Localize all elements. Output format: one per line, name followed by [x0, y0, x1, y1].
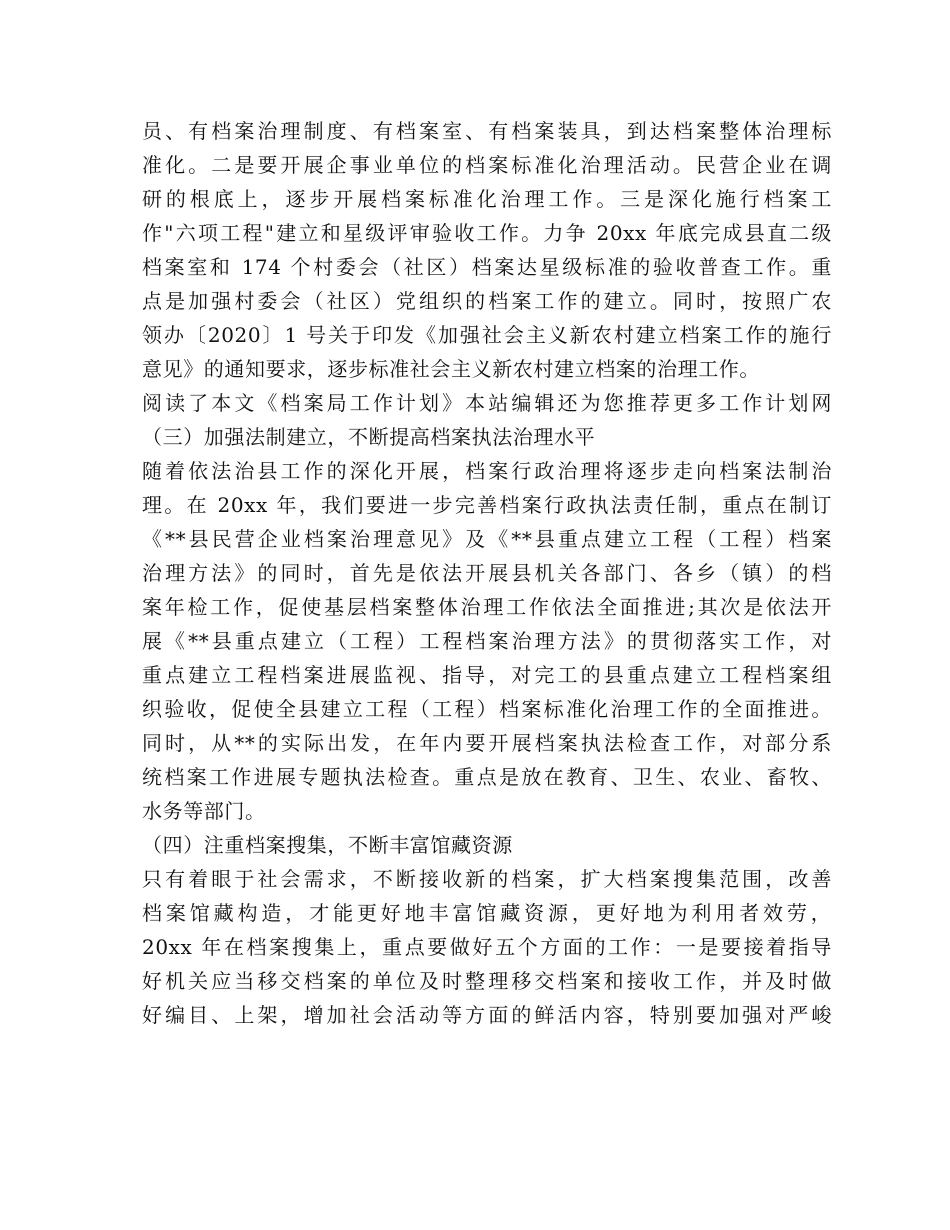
text-line: 同时，从**的实际出发，在年内要开展档案执法检查工作，对部分系 — [142, 731, 832, 755]
section-heading-4: （四）注重档案搜集，不断丰富馆藏资源 — [142, 833, 513, 857]
text-line: 意见》的通知要求，逐步标准社会主义新农村建立档案的治理工作。 — [142, 357, 760, 381]
text-line: 好编目、上架，增加社会活动等方面的鲜活内容，特别要加强对严峻 — [142, 1003, 832, 1027]
text-line: 治理方法》的同时，首先是依法开展县机关各部门、各乡（镇）的档 — [142, 561, 832, 585]
text-line: 只有着眼于社会需求，不断接收新的档案，扩大档案搜集范围，改善 — [142, 867, 832, 891]
text-line: 员、有档案治理制度、有档案室、有档案装具，到达档案整体治理标 — [142, 119, 832, 143]
text-line: 档案室和 174 个村委会（社区）档案达星级标准的验收普查工作。重 — [142, 255, 832, 279]
text-line: 领办〔2020〕1 号关于印发《加强社会主义新农村建立档案工作的施行 — [142, 323, 832, 347]
text-line: 准化。二是要开展企事业单位的档案标准化治理活动。民营企业在调 — [142, 153, 832, 177]
text-line: 重点建立工程档案进展监视、指导，对完工的县重点建立工程档案组 — [142, 663, 832, 687]
text-line: 理。在 20xx 年，我们要进一步完善档案行政执法责任制，重点在制订 — [142, 493, 832, 517]
text-line: 点是加强村委会（社区）党组织的档案工作的建立。同时，按照广农 — [142, 289, 832, 313]
text-line: 织验收，促使全县建立工程（工程）档案标准化治理工作的全面推进。 — [142, 697, 832, 721]
text-line: 《**县民营企业档案治理意见》及《**县重点建立工程（工程）档案 — [142, 527, 832, 551]
text-line: 研的根底上，逐步开展档案标准化治理工作。三是深化施行档案工 — [142, 187, 832, 211]
text-line: 案年检工作，促使基层档案整体治理工作依法全面推进;其次是依法开 — [142, 595, 832, 619]
text-line: 随着依法治县工作的深化开展，档案行政治理将逐步走向档案法制治 — [142, 459, 832, 483]
section-heading-3: （三）加强法制建立，不断提高档案执法治理水平 — [142, 425, 596, 449]
text-line: 好机关应当移交档案的单位及时整理移交档案和接收工作，并及时做 — [142, 969, 832, 993]
text-line: 展《**县重点建立（工程）工程档案治理方法》的贯彻落实工作，对 — [142, 629, 832, 653]
text-line: 水务等部门。 — [142, 799, 266, 823]
document-body — [142, 114, 832, 1032]
text-line: 统档案工作进展专题执法检查。重点是放在教育、卫生、农业、畜牧、 — [142, 765, 832, 789]
text-line: 作"六项工程"建立和星级评审验收工作。力争 20xx 年底完成县直二级 — [142, 221, 832, 245]
text-line: 20xx 年在档案搜集上，重点要做好五个方面的工作：一是要接着指导 — [142, 935, 832, 959]
text-line: 档案馆藏构造，才能更好地丰富馆藏资源，更好地为利用者效劳， — [142, 901, 832, 925]
text-line: 阅读了本文《档案局工作计划》本站编辑还为您推荐更多工作计划网 — [142, 391, 832, 415]
